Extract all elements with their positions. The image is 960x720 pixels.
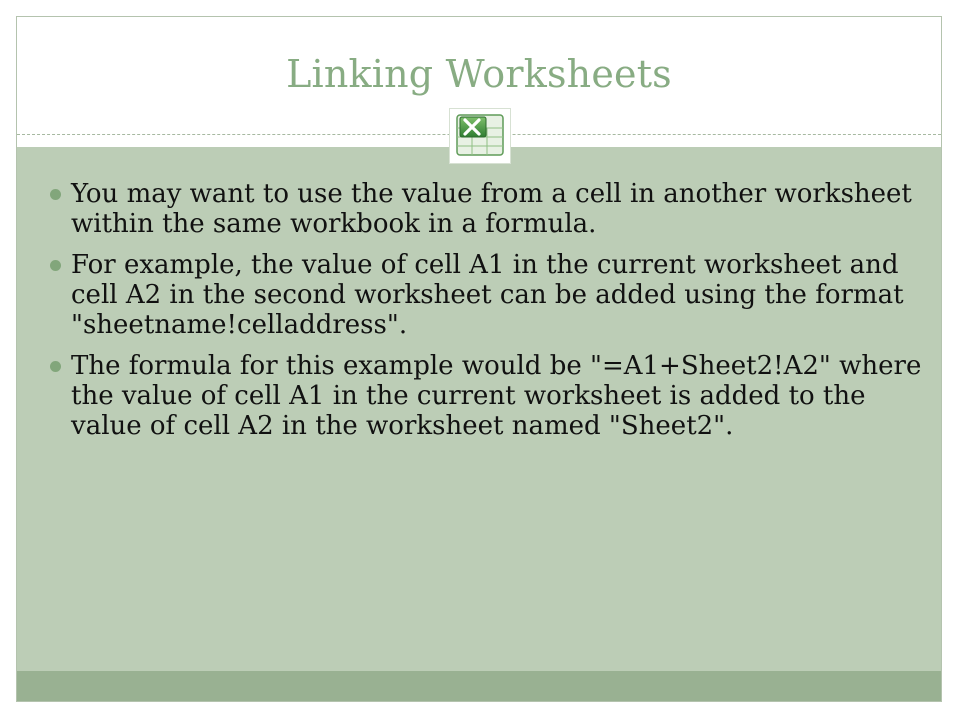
content-area <box>17 147 941 671</box>
footer-bar <box>17 671 941 702</box>
excel-icon-graphic <box>450 109 510 163</box>
bullet-text: For example, the value of cell A1 in the current worksheet and cell A2 in the second worksheet can be added using the format "sheetname!celladdress". <box>71 250 904 340</box>
bullet-icon <box>50 189 61 200</box>
bullet-icon <box>50 260 61 271</box>
excel-icon <box>449 108 511 164</box>
slide-title: Linking Worksheets <box>286 52 672 96</box>
bullet-item <box>47 351 927 441</box>
bullet-item <box>47 250 927 340</box>
bullet-list <box>47 179 927 452</box>
bullet-text: The formula for this example would be "=A1+Sheet2!A2" where the value of cell A1 in the current worksheet is added to the value of cell A2 in the worksheet named "Sheet2". <box>71 351 922 441</box>
bullet-text: You may want to use the value from a cell in another worksheet within the same workbook in a formula. <box>71 179 912 239</box>
slide <box>16 16 942 702</box>
bullet-icon <box>50 361 61 372</box>
bullet-item <box>47 179 927 239</box>
